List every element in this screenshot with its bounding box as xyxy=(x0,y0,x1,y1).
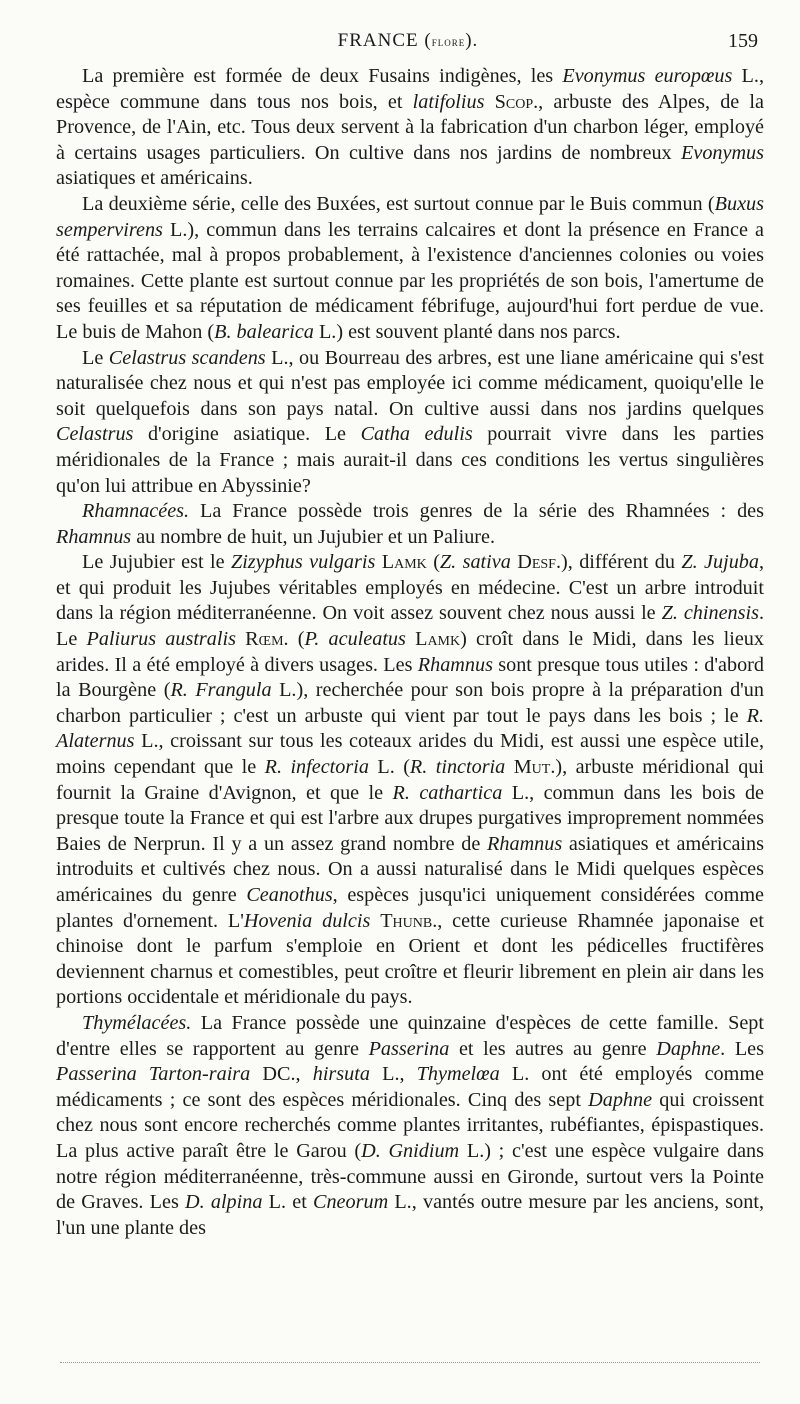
paragraph-celastrus: Le Celastrus scandens L., ou Bourreau des arbres, est une liane américaine qui s'est naturalisée chez nous et qui n'est pas employée ici comme médicament, quoiqu'elle le soit quelquefois dans son pays natal. On cultive aussi dans nos jardins quelques Celastrus d'origine asiatique. Le Catha edulis pourrait vivre dans les parties méridionales de la France ; mais aurait-il dans ces conditions les vertus singulières qu'on lui attribue en Abyssinie? xyxy=(56,346,765,497)
footer-dotted-rule xyxy=(60,1362,760,1363)
paragraph-buxees: La deuxième série, celle des Buxées, est surtout connue par le Buis commun (Buxus sempervirens L.), commun dans les terrains calcaires et dont la présence en France a été rattachée, mal à propos probablement, à l'existence d'anciennes colonies ou voies romaines. Cette plante est surtout connue par les propriétés de son bois, l'amertume de ses feuilles et sa réputation de médicament fébrifuge, aujourd'hui fort perdue de vue. Le buis de Mahon (B. balearica L.) est souvent planté dans nos parcs. xyxy=(56,192,764,343)
page-number: 159 xyxy=(728,30,758,52)
page-body xyxy=(56,64,764,1241)
paragraph-evonymus: La première est formée de deux Fusains indigènes, les Evonymus europœus L., espèce commune dans tous nos bois, et latifolius Scop., arbuste des Alpes, de la Provence, de l'Ain, etc. Tous deux servent à la fabrication d'un charbon léger, employé à certains usages particuliers. On cultive dans nos jardins de nombreux Evonymus asiatiques et américains. xyxy=(56,65,765,190)
paragraph-thymelacees: Thymélacées. La France possède une quinzaine d'espèces de cette famille. Sept d'entre elles se rapportent au genre Passerina et les autres au genre Daphne. Les Passerina Tarton-raira DC., hirsuta L., Thymelœa L. ont été employés comme médicaments ; ce sont des espèces méridionales. Cinq des sept Daphne qui croissent chez nous sont encore recherchés comme plantes irritantes, rubéfiantes, épispastiques. La plus active paraît être le Garou (D. Gnidium L.) ; c'est une espèce vulgaire dans notre région méditerranéenne, très-commune aussi en Gironde, surtout vers la Pointe de Graves. Les D. alpina L. et Cneorum L., vantés outre mesure par les anciens, sont, l'un une plante des xyxy=(56,1011,765,1239)
paragraph-rhamnacees: Rhamnacées. La France possède trois genres de la série des Rhamnées : des Rhamnus au nombre de huit, un Jujubier et un Paliure. xyxy=(56,500,764,548)
running-title: FRANCE (flore). xyxy=(337,30,479,51)
page-header xyxy=(56,30,760,56)
paragraph-jujubier: Le Jujubier est le Zizyphus vulgaris Lamk (Z. sativa Desf.), différent du Z. Jujuba, et qui produit les Jujubes véritables employés en médecine. C'est un arbre introduit dans la région méditerranéenne. On voit assez souvent chez nous aussi le Z. chinensis. Le Paliurus australis Rœm. (P. aculeatus Lamk) croît dans le Midi, dans les lieux arides. Il a été employé à divers usages. Les Rhamnus sont presque tous utiles : d'abord la Bourgène (R. Frangula L.), recherchée pour son bois propre à la préparation d'un charbon particulier ; c'est un arbuste qui vient par tout le pays dans les bois ; le R. Alaternus L., croissant sur tous les coteaux arides du Midi, est aussi une espèce utile, moins cependant que le R. infectoria L. (R. tinctoria Mut.), arbuste méridional qui fournit la Graine d'Avignon, et que le R. cathartica L., commun dans les bois de presque toute la France et qui est l'arbre aux drupes purgatives improprement nommées Baies de Nerprun. Il y a un assez grand nombre de Rhamnus asiatiques et américains introduits et cultivés chez nous. On a aussi naturalisé dans le Midi quelques espèces américaines du genre Ceanothus, espèces jusqu'ici uniquement considérées comme plantes d'ornement. L'Hovenia dulcis Thunb., cette curieuse Rhamnée japonaise et chinoise dont le parfum s'emploie en Orient et dont les pédicelles fructifères deviennent charnus et comestibles, peut croître et fleurir librement en plein air dans les portions occidentale et méridionale du pays. xyxy=(56,551,765,1009)
